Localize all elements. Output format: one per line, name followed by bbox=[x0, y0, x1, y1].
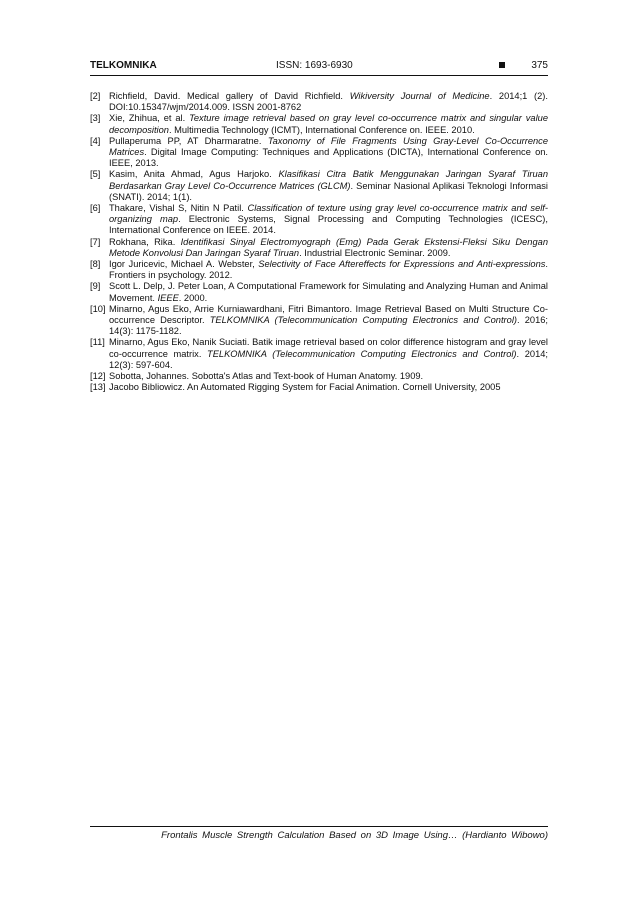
reference-text: Minarno, Agus Eko, Arrie Kurniawardhani, Fitri Bimantoro. Image Retrieval Based on Multi Structure Co-occurrence Descriptor. bbox=[109, 303, 548, 326]
reference-item bbox=[90, 136, 548, 170]
reference-item bbox=[90, 91, 548, 113]
reference-text: Rokhana, Rika. bbox=[109, 236, 181, 247]
reference-item bbox=[90, 337, 548, 371]
reference-title: IEEE bbox=[157, 292, 179, 303]
reference-text: Sobotta, Johannes. Sobotta's Atlas and Text-book of Human Anatomy. 1909. bbox=[109, 371, 424, 382]
reference-source: . Frontiers in psychology. 2012. bbox=[109, 259, 548, 281]
reference-source: . Multimedia Technology (ICMT), International Conference on. IEEE. 2010. bbox=[168, 124, 475, 135]
reference-item bbox=[90, 237, 548, 259]
reference-number: [8] bbox=[90, 259, 101, 270]
reference-item bbox=[90, 281, 548, 303]
reference-source: . 2014; 12(3): 597-604. bbox=[109, 348, 548, 370]
reference-title: Wikiversity Journal of Medicine bbox=[349, 91, 490, 101]
reference-number: [2] bbox=[90, 91, 101, 101]
reference-text: Igor Juricevic, Michael A. Webster, bbox=[109, 259, 259, 270]
reference-title: Texture image retrieval based on gray level co-occurrence matrix and singular value decomposition bbox=[109, 113, 548, 135]
reference-title: Taxonomy of File Fragments Using Gray-Level Co-Occurrence Matrices bbox=[109, 135, 548, 158]
reference-number: [12] bbox=[90, 371, 106, 382]
page-number: 375 bbox=[531, 60, 548, 71]
reference-source: . 2014;1 (2). DOI:10.15347/wjm/2014.009. ISSN 2001-8762 bbox=[109, 91, 548, 113]
reference-item bbox=[90, 113, 548, 135]
reference-number: [9] bbox=[90, 281, 101, 292]
reference-source: . Electronic Systems, Signal Processing and Computing Technologies (ICESC), International Conference on IEEE. 2014. bbox=[109, 214, 548, 236]
reference-title: Classification of texture using gray level co-occurrence matrix and self-organizing map bbox=[109, 203, 548, 225]
reference-source: . Seminar Nasional Aplikasi Teknologi Informasi (SNATI). 2014; 1(1). bbox=[109, 180, 548, 202]
header-divider bbox=[90, 75, 548, 76]
reference-number: [7] bbox=[90, 236, 101, 247]
reference-text: Pullaperuma PP, AT Dharmaratne. bbox=[109, 135, 268, 146]
reference-title: Identifikasi Sinyal Electromyograph (Emg) Pada Gerak Ekstensi-Fleksi Siku Dengan Metode Konvolusi Dan Jaringan Syaraf Tiruan bbox=[109, 236, 548, 258]
reference-item bbox=[90, 304, 548, 338]
reference-list bbox=[90, 91, 548, 393]
reference-text: Jacobo Bibliowicz. An Automated Rigging System for Facial Animation. Cornell University, 2005 bbox=[109, 382, 501, 393]
journal-name: TELKOMNIKA bbox=[90, 60, 157, 71]
reference-source: . 2000. bbox=[178, 292, 208, 303]
reference-source: . Digital Image Computing: Techniques and Applications (DICTA), International Conference on. IEEE, 2013. bbox=[109, 147, 548, 169]
footer-divider bbox=[90, 826, 548, 827]
reference-title: TELKOMNIKA (Telecommunication Computing Electronics and Control) bbox=[207, 348, 517, 359]
running-footer: Frontalis Muscle Strength Calculation Based on 3D Image Using… (Hardianto Wibowo) bbox=[161, 830, 548, 841]
reference-title: Klasifikasi Citra Batik Menggunakan Jaringan Syaraf Tiruan Berdasarkan Gray Level Co-Occurrence Matrices (GLCM) bbox=[109, 169, 549, 191]
reference-number: [6] bbox=[90, 203, 101, 214]
reference-source: . Industrial Electronic Seminar. 2009. bbox=[299, 247, 451, 258]
reference-text: Thakare, Vishal S, Nitin N Patil. bbox=[109, 203, 248, 214]
reference-item bbox=[90, 371, 548, 382]
reference-title: TELKOMNIKA (Telecommunication Computing Electronics and Control) bbox=[209, 315, 517, 326]
reference-number: [5] bbox=[90, 169, 101, 180]
reference-source: . 2016; 14(3): 1175-1182. bbox=[109, 315, 548, 337]
reference-number: [3] bbox=[90, 113, 101, 124]
reference-number: [13] bbox=[90, 382, 106, 393]
reference-text: Kasim, Anita Ahmad, Agus Harjoko. bbox=[109, 169, 279, 180]
reference-title: Selectivity of Face Aftereffects for Expressions and Anti-expressions bbox=[258, 259, 546, 270]
reference-number: [10] bbox=[90, 303, 106, 314]
reference-number: [4] bbox=[90, 135, 101, 146]
issn-number: ISSN: 1693-6930 bbox=[276, 60, 353, 71]
reference-text: Scott L. Delp, J. Peter Loan, A Computational Framework for Simulating and Analyzing Human and Animal Movement. bbox=[109, 281, 548, 303]
reference-text: Minarno, Agus Eko, Nanik Suciati. Batik image retrieval based on color difference histogram and gray level co-occurrence matrix. bbox=[109, 337, 548, 359]
reference-item bbox=[90, 259, 548, 281]
reference-number: [11] bbox=[90, 337, 105, 348]
reference-item bbox=[90, 382, 548, 393]
square-bullet-icon bbox=[499, 62, 505, 68]
reference-item bbox=[90, 203, 548, 237]
reference-text: Xie, Zhihua, et al. bbox=[109, 113, 190, 124]
reference-text: Richfield, David. Medical gallery of David Richfield. bbox=[109, 91, 350, 101]
reference-item bbox=[90, 169, 548, 203]
